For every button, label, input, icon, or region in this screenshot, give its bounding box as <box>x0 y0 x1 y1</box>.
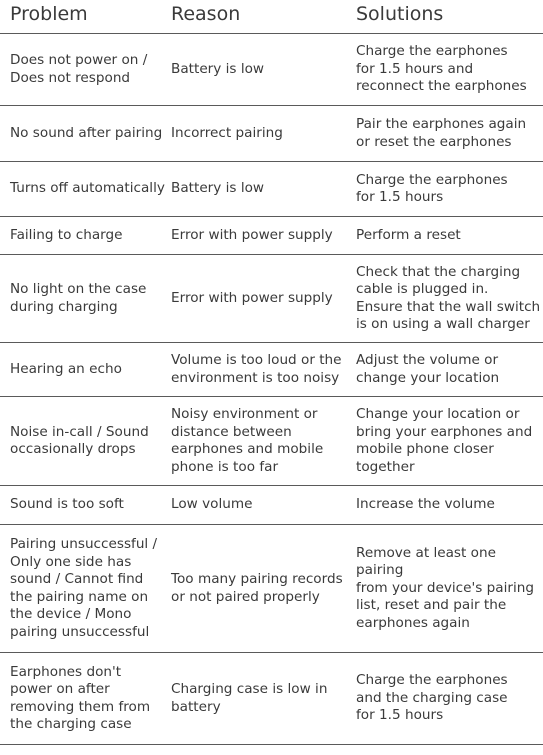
solution-cell: Perform a reset <box>356 226 461 243</box>
problem-cell: No sound after pairing <box>10 124 163 141</box>
reason-cell: Too many pairing records or not paired properly <box>171 571 343 605</box>
table-row <box>0 34 543 106</box>
problem-cell: Hearing an echo <box>10 360 122 377</box>
table-row <box>0 106 543 162</box>
table-row <box>0 397 543 486</box>
solution-cell: Charge the earphones for 1.5 hours <box>356 171 508 205</box>
problem-cell: Turns off automatically <box>10 180 165 197</box>
table-row <box>0 255 543 343</box>
table-row <box>0 162 543 217</box>
problem-cell: Pairing unsuccessful / Only one side has sound / Cannot find the pairing name on the device / Mono pairing unsuccessful <box>10 536 158 640</box>
solution-cell: Pair the earphones again or reset the earphones <box>356 116 527 150</box>
problem-cell: No light on the case during charging <box>10 281 147 315</box>
reason-cell: Volume is too loud or the environment is too noisy <box>171 352 342 386</box>
table-row <box>0 653 543 745</box>
table-header <box>0 0 543 34</box>
solution-cell: Adjust the volume or change your location <box>356 352 500 386</box>
reason-cell: Battery is low <box>171 180 265 197</box>
header-solutions: Solutions <box>356 3 444 25</box>
solution-cell: Charge the earphones for 1.5 hours and reconnect the earphones <box>356 43 527 95</box>
table-row <box>0 343 543 397</box>
reason-cell: Charging case is low in battery <box>171 681 328 715</box>
reason-cell: Error with power supply <box>171 226 333 243</box>
table-row <box>0 486 543 525</box>
solution-cell: Increase the volume <box>356 496 495 513</box>
header-problem: Problem <box>10 3 88 25</box>
problem-cell: Does not power on / Does not respond <box>10 52 148 86</box>
solution-cell: Remove at least one pairing from your device's pairing list, reset and pair the earphones again <box>356 544 534 631</box>
solution-cell: Check that the charging cable is plugged in. Ensure that the wall switch is on using a wall charger <box>356 263 541 332</box>
table-row <box>0 217 543 255</box>
solution-cell: Change your location or bring your earphones and mobile phone closer together <box>356 406 533 475</box>
header-reason: Reason <box>171 3 241 25</box>
reason-cell: Incorrect pairing <box>171 124 283 141</box>
problem-cell: Earphones don't power on after removing them from the charging case <box>10 663 151 732</box>
table-row <box>0 525 543 653</box>
problem-cell: Sound is too soft <box>10 496 124 513</box>
problem-cell: Failing to charge <box>10 226 123 243</box>
reason-cell: Noisy environment or distance between earphones and mobile phone is too far <box>171 406 324 475</box>
reason-cell: Low volume <box>171 496 253 513</box>
solution-cell: Charge the earphones and the charging case for 1.5 hours <box>356 672 508 724</box>
reason-cell: Error with power supply <box>171 289 333 306</box>
reason-cell: Battery is low <box>171 60 265 77</box>
problem-cell: Noise in-call / Sound occasionally drops <box>10 423 149 457</box>
